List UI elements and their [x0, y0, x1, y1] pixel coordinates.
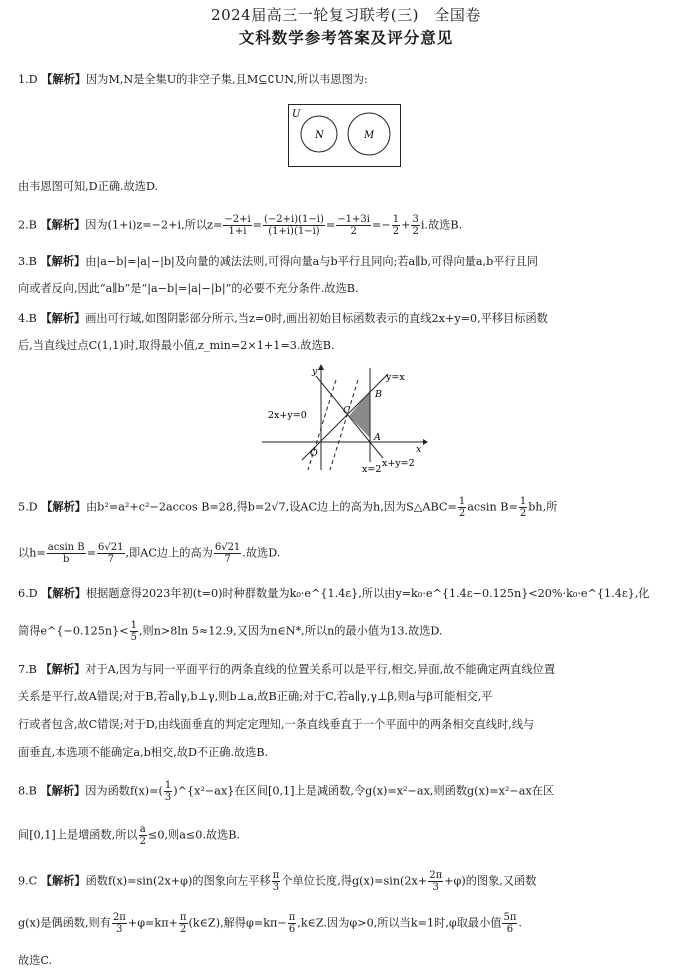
- q8-number: 8.B: [18, 784, 37, 798]
- venn-diagram: [288, 104, 401, 167]
- q6-text-1: 根据题意得2023年初(t=0)时种群数量为k₀·e^{1.4ε},所以由y=k₀·e^{1.4ε−0.125n}<20%·k₀·e^{1.4ε},化: [85, 587, 650, 600]
- q9-line-1: [18, 870, 678, 893]
- q3-line-2: 向或者反向,因此“a∥b”是“|a−b|=|a|−|b|”的必要不充分条件.故选B.: [18, 282, 359, 295]
- line-x-plus-y-eq-2: [316, 376, 383, 458]
- q1-tag: 【解析】: [41, 72, 86, 86]
- q9-text-2a: g(x)是偶函数,则有: [18, 916, 111, 930]
- y-axis-label: y: [312, 366, 318, 377]
- header: [0, 0, 692, 50]
- q7-line-2: 关系是平行,故A错误;对于B,若a∥γ,b⊥γ,则b⊥a,故B正确;对于C,若a∥γ,γ⊥β,则a与β可能相交,平: [18, 690, 493, 703]
- q9-frac-pi-2: $\frac{\pi}{2}$: [179, 912, 187, 935]
- q8-tag: 【解析】: [40, 783, 86, 798]
- q9-text-2c: (k∈Z),解得φ=kπ−: [188, 916, 287, 930]
- q9-line-3: 故选C.: [18, 954, 53, 967]
- q9-line-2: [18, 912, 678, 935]
- q2-frac-3: $\frac{-1+3i}{2}$: [337, 214, 370, 237]
- q4-line-1: [18, 309, 678, 328]
- q9-text-2b: +φ=kπ+: [127, 916, 178, 930]
- q5-text-1c: bh,所: [528, 500, 558, 514]
- q3-text-1: 由|a−b|=|a|−|b|及向量的减法法则,可得向量a与b平行且同向;若a∥b,可得向量a,b平行且同: [85, 255, 538, 268]
- q1-conclusion: 由韦恩图可知,D正确.故选D.: [18, 180, 159, 193]
- q8-line-1: [18, 780, 678, 803]
- q6-text-2b: ,则n>8ln 5≈12.9,又因为n∈N*,所以n的最小值为13.故选D.: [138, 624, 443, 638]
- exam-subtitle: 文科数学参考答案及评分意见: [238, 28, 454, 47]
- venn-universe-label: U: [292, 109, 301, 120]
- q1-line-1: [18, 70, 678, 89]
- q5-line-2: 以h= $\frac{\text{acsin B}}{b}$ = $\frac{6√21}{7}$ ,即AC边上的高为 $\frac{6√21}{7}$ .故选D.: [18, 542, 281, 565]
- exam-title: 2024届高三一轮复习联考(三) 全国卷: [211, 6, 481, 24]
- translated-line: [330, 380, 358, 470]
- q9-frac-pi-6: $\frac{\pi}{6}$: [288, 912, 296, 935]
- q9-text-1b: 个单位长度,得g(x)=sin(2x+: [281, 874, 428, 888]
- q9-frac-2pi-3: $\frac{2\pi}{3}$: [429, 870, 443, 893]
- feasible-region-graph: [258, 362, 428, 474]
- label-y-eq-x: y=x: [386, 372, 405, 383]
- q1-number: 1.D: [18, 73, 38, 86]
- q6-line-1: [18, 584, 678, 603]
- q5-text-2b: ,即AC边上的高为: [125, 546, 213, 560]
- q1-text: 因为M,N是全集U的非空子集,且M⊆∁UN,所以韦恩图为:: [85, 73, 368, 86]
- q5-tag: 【解析】: [41, 499, 86, 514]
- point-c-label: C: [343, 405, 351, 416]
- q9-number: 9.C: [18, 874, 38, 888]
- q7-number: 7.B: [18, 663, 37, 676]
- q8-frac-a-half: $\frac{a}{2}$: [139, 824, 146, 847]
- q6-frac: $\frac{1}{5}$: [130, 620, 137, 643]
- origin-label: O: [310, 448, 318, 459]
- q8-text-2b: ≤0,则a≤0.故选B.: [147, 828, 241, 842]
- q9-frac-5pi-6: $\frac{5\pi}{6}$: [503, 912, 517, 935]
- shaded-region: [349, 391, 370, 438]
- label-x-plus-y-eq-2: x+y=2: [382, 458, 415, 469]
- q2-line: 2.B 【解析】因为(1+i)z=−2+i,所以z= $\frac{-2+i}{1+i}$ = $\frac{(-2+i)(1-i)}{(1+i)(1-i)}$ = $\frac{-1+3i}{2}$ =− $\frac{1}{2}$ + $\frac{3}{2}$ i.故选B.: [18, 214, 463, 237]
- q4-tag: 【解析】: [40, 311, 86, 325]
- q2-frac-4: $\frac{1}{2}$: [392, 214, 400, 237]
- q5-text-1a: 由b²=a²+c²−2accos B=28,得b=2√7,设AC边上的高为h,因为S△ABC=: [85, 500, 457, 514]
- q4-text-1: 画出可行域,如图阴影部分所示,当z=0时,画出初始目标函数表示的直线2x+y=0,平移目标函数: [85, 312, 548, 325]
- q6-line-2: [18, 620, 678, 643]
- q5-line-1: [18, 496, 678, 519]
- label-x-eq-2: x=2: [362, 464, 382, 474]
- q8-text-1a: 因为函数f(x)=(: [85, 784, 163, 798]
- q7-line-1: [18, 660, 678, 679]
- q3-line-1: [18, 252, 678, 271]
- q9-tag: 【解析】: [40, 873, 86, 888]
- q6-text-2a: 简得e^{−0.125n}<: [18, 624, 129, 638]
- x-axis-label: x: [416, 444, 422, 455]
- q9-text-2e: .: [518, 916, 522, 930]
- q4-line-2: 后,当直线过点C(1,1)时,取得最小值,z_min=2×1+1=3.故选B.: [18, 339, 335, 352]
- q8-text-1b: )^{x²−ax}在区间[0,1]上是减函数,令g(x)=x²−ax,则函数g(x)=x²−ax在区: [173, 784, 555, 798]
- q4-number: 4.B: [18, 312, 37, 325]
- q8-line-2: [18, 824, 678, 847]
- venn-label-n: N: [315, 130, 324, 141]
- q7-line-4: 面垂直,本选项不能确定a,b相交,故D不正确.故选B.: [18, 746, 269, 759]
- q9-text-2d: ,k∈Z.因为φ>0,所以当k=1时,φ取最小值: [297, 916, 502, 930]
- q6-tag: 【解析】: [41, 586, 86, 600]
- q2-end: i.故选B.: [420, 218, 463, 232]
- q9-frac-2pi-3-b: $\frac{2\pi}{3}$: [112, 912, 126, 935]
- q9-text-1c: +φ)的图象,又函数: [444, 874, 537, 888]
- q5-frac-height: $\frac{6√21}{7}$: [214, 542, 241, 565]
- q9-text-1a: 函数f(x)=sin(2x+φ)的图象向左平移: [85, 874, 271, 888]
- q2-frac-2: $\frac{(-2+i)(1-i)}{(1+i)(1-i)}$: [264, 214, 324, 237]
- q5-text-2a: 以h=: [18, 546, 46, 560]
- q3-number: 3.B: [18, 255, 37, 268]
- q5-frac-result: $\frac{6√21}{7}$: [98, 542, 124, 565]
- q2-text-a: 因为(1+i)z=−2+i,所以z=: [85, 218, 223, 232]
- q5-frac-half-1: $\frac{1}{2}$: [458, 496, 466, 519]
- q5-text-1b: acsin B=: [467, 500, 518, 514]
- q5-text-2c: .故选D.: [242, 546, 281, 560]
- q2-frac-1: $\frac{-2+i}{1+i}$: [224, 214, 251, 237]
- point-b-label: B: [375, 389, 382, 400]
- q5-number: 5.D: [18, 500, 38, 514]
- q2-tag: 【解析】: [40, 217, 86, 232]
- q7-line-3: 行或者包含,故C错误;对于D,由线面垂直的判定定理知,一条直线垂直于一个平面中的两条相交直线时,线与: [18, 718, 535, 731]
- q8-frac-base: $\frac{1}{3}$: [164, 780, 172, 803]
- q3-tag: 【解析】: [40, 254, 86, 268]
- q5-frac-h: $\frac{\text{acsin B}}{b}$: [47, 542, 85, 565]
- q6-number: 6.D: [18, 587, 38, 600]
- venn-label-m: M: [364, 130, 375, 141]
- point-a-label: A: [374, 432, 381, 443]
- q7-tag: 【解析】: [40, 662, 86, 676]
- label-2x-plus-y-eq-0: 2x+y=0: [268, 410, 307, 421]
- q2-frac-5: $\frac{3}{2}$: [412, 214, 419, 237]
- q2-number: 2.B: [18, 218, 37, 232]
- q8-text-2a: 间[0,1]上是增函数,所以: [18, 828, 138, 842]
- q5-frac-half-2: $\frac{1}{2}$: [519, 496, 527, 519]
- q9-frac-pi-3: $\frac{\pi}{3}$: [272, 870, 280, 893]
- q7-text-1: 对于A,因为与同一平面平行的两条直线的位置关系可以是平行,相交,异面,故不能确定两直线位置: [85, 663, 556, 676]
